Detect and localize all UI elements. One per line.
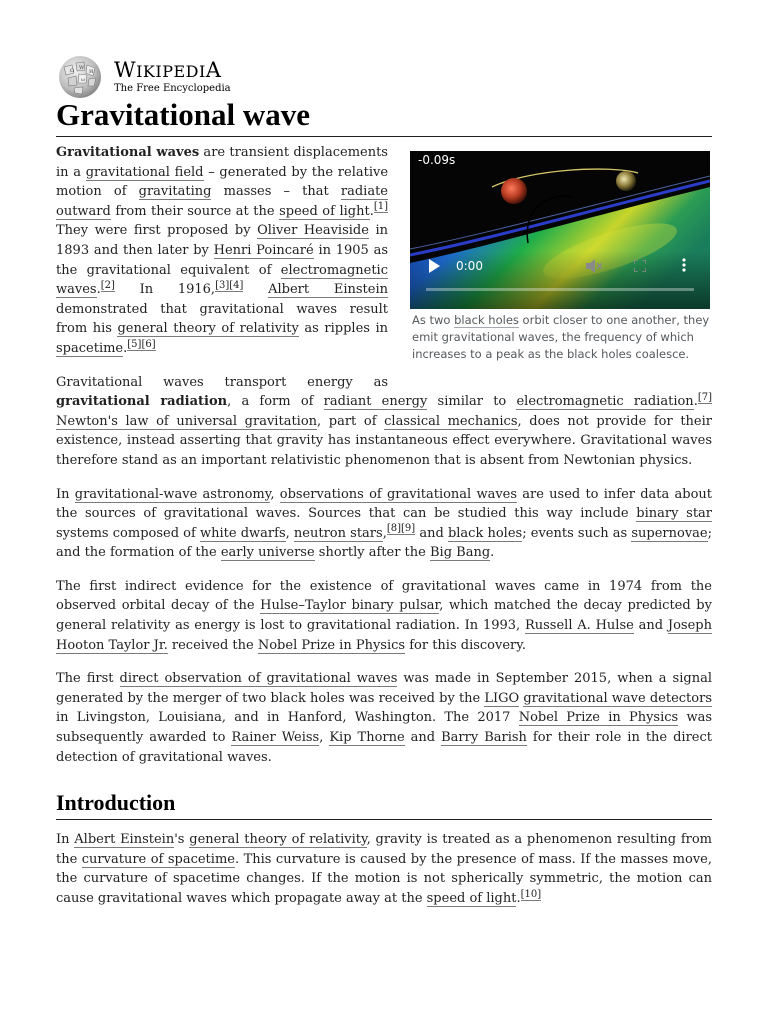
link-gravitating[interactable]: gravitating xyxy=(138,184,212,200)
link-white-dwarfs[interactable]: white dwarfs xyxy=(199,525,286,541)
link-radiate-outward[interactable]: radiate outward xyxy=(56,184,388,219)
link-nobel-prize-physics[interactable]: Nobel Prize in Physics xyxy=(257,637,406,653)
link-speed-of-light-2[interactable]: speed of light xyxy=(426,891,517,906)
paragraph-lead-3: In gravitational-wave astronomy, observations of gravitational waves are used to infer data about the sources of gravitational waves. Sources that can be studied this way include binary star systems composed of white dwarfs, neutron stars,[8][9] and black holes; events such as supernovae; and the formation of the early universe shortly after the Big Bang. xyxy=(56,486,713,561)
link-early-universe[interactable]: early universe xyxy=(220,545,315,561)
link-nobel-prize-physics-2[interactable]: Nobel Prize in Physics xyxy=(518,710,679,726)
page-title: Gravitational wave xyxy=(56,96,712,137)
video-figure xyxy=(410,151,712,363)
video-progress-bar[interactable] xyxy=(426,288,694,291)
link-supernovae[interactable]: supernovae xyxy=(631,525,708,541)
svg-text:И: И xyxy=(89,69,94,75)
ref-3[interactable]: [3] xyxy=(215,279,230,291)
link-curvature-of-spacetime[interactable]: curvature of spacetime xyxy=(81,851,235,867)
link-gravitational-field[interactable]: gravitational field xyxy=(85,164,204,180)
video-timestamp: -0.09s xyxy=(418,153,456,167)
paragraph-lead-1: Gravitational waves are transient displacements in a gravitational field – generated by the relative motion of gravitating masses – that radiate outward from their source at the speed of light.[1] They were first proposed by Oliver Heaviside in 1893 and then later by Henri Poincaré in 1905 as the gravitational equivalent of electromagnetic waves.[2] In 1916,[3][4] Albert Einstein demonstrated that gravitational waves result from his general theory of relativity as ripples in spacetime.[5][6] xyxy=(56,145,389,356)
paragraph-lead-2: Gravitational waves transport energy as gravitational radiation, a form of radiant energy similar to electromagnetic radiation.[7] Newton's law of universal gravitation, part of classical mechanics, does not provide for their existence, instead asserting that gravity has instantaneous effect everywhere. Gravitational waves therefore stand as an important relativistic phenomenon that is absent from Newtonian physics. xyxy=(56,374,712,468)
link-joseph-taylor[interactable]: Joseph Hooton Taylor Jr. xyxy=(56,618,712,653)
volume-icon[interactable] xyxy=(586,259,602,273)
link-gravitational-wave-astronomy[interactable]: gravitational-wave astronomy xyxy=(74,486,271,502)
link-classical-mechanics[interactable]: classical mechanics xyxy=(384,413,518,429)
link-observations-of-gravitational-waves[interactable]: observations of gravitational waves xyxy=(279,486,518,502)
fullscreen-icon[interactable] xyxy=(634,260,646,272)
link-direct-observation[interactable]: direct observation of gravitational waves xyxy=(119,671,398,687)
video-controls xyxy=(410,251,710,309)
link-black-holes-2[interactable]: black holes xyxy=(447,525,523,541)
link-electromagnetic-radiation[interactable]: electromagnetic radiation xyxy=(516,394,694,410)
link-russell-hulse[interactable]: Russell A. Hulse xyxy=(524,618,634,634)
link-barry-barish[interactable]: Barry Barish xyxy=(441,730,527,746)
wordmark[interactable] xyxy=(114,59,231,95)
paragraph-lead-4: The first indirect evidence for the existence of gravitational waves came in 1974 from the observed orbital decay of the Hulse–Taylor binary pulsar, which matched the decay predicted by general relativity as energy is lost to gravitational radiation. In 1993, Russell A. Hulse and Joseph Hooton Taylor Jr. received the Nobel Prize in Physics for this discovery. xyxy=(56,578,712,653)
svg-text:Ω: Ω xyxy=(70,68,75,74)
link-ligo[interactable]: LIGO xyxy=(484,690,520,706)
link-spacetime[interactable]: spacetime xyxy=(56,340,124,356)
paragraph-lead-5: The first direct observation of gravitational waves was made in September 2015, when a signal generated by the merger of two black holes was received by the LIGO gravitational wave detectors in Livingston, Louisiana, and in Hanford, Washington. The 2017 Nobel Prize in Physics was subsequently awarded to Rainer Weiss, Kip Thorne and Barry Barish for their role in the direct detection of gravitational waves. xyxy=(56,671,712,765)
ref-5[interactable]: [5] xyxy=(127,338,142,350)
svg-text:W: W xyxy=(79,65,85,71)
article-body xyxy=(56,143,712,923)
link-newtons-law[interactable]: Newton's law of universal gravitation xyxy=(56,413,318,429)
link-albert-einstein-2[interactable]: Albert Einstein xyxy=(74,832,175,848)
link-big-bang[interactable]: Big Bang xyxy=(429,545,491,561)
video-current-time: 0:00 xyxy=(456,259,483,273)
ref-10[interactable]: [10] xyxy=(520,888,542,900)
video-caption: As two black holes orbit closer to one another, they emit gravitational waves, the frequency of which increases to a peak as the black holes coalesce. xyxy=(412,313,710,361)
link-oliver-heaviside[interactable]: Oliver Heaviside xyxy=(257,223,369,239)
link-hulse-taylor-binary-pulsar[interactable]: Hulse–Taylor binary pulsar xyxy=(260,598,440,614)
svg-text:ω: ω xyxy=(81,77,86,83)
link-speed-of-light[interactable]: speed of light xyxy=(279,203,370,219)
link-albert-einstein[interactable]: Albert Einstein xyxy=(268,282,388,298)
play-icon[interactable] xyxy=(428,259,440,273)
video-player[interactable] xyxy=(410,151,710,309)
link-gravitational-wave-detectors[interactable]: gravitational wave detectors xyxy=(523,690,712,706)
ref-8[interactable]: [8] xyxy=(386,523,401,535)
link-radiant-energy[interactable]: radiant energy xyxy=(323,394,428,410)
paragraph-introduction-1: In Albert Einstein's general theory of relativity, gravity is treated as a phenomenon resulting from the curvature of spacetime. This curvature is caused by the presence of mass. If the masses move, the curvature of spacetime changes. If the motion is not spherically symmetric, the motion can cause gravitational waves which propagate away at the speed of light.[10] xyxy=(56,832,712,906)
ref-6[interactable]: [6] xyxy=(141,338,156,350)
section-heading-introduction: Introduction xyxy=(56,789,712,820)
wordmark-tagline: The Free Encyclopedia xyxy=(114,83,231,94)
wikipedia-globe-icon[interactable] xyxy=(56,55,104,99)
link-general-theory-of-relativity-2[interactable]: general theory of relativity xyxy=(189,832,367,848)
more-options-icon[interactable] xyxy=(682,258,686,272)
ref-9[interactable]: [9] xyxy=(401,523,416,535)
link-henri-poincare[interactable]: Henri Poincaré xyxy=(213,242,314,258)
ref-7[interactable]: [7] xyxy=(697,391,712,403)
ref-2[interactable]: [2] xyxy=(100,279,115,291)
link-electromagnetic-waves[interactable]: electromagnetic waves xyxy=(56,262,388,298)
link-rainer-weiss[interactable]: Rainer Weiss xyxy=(231,730,320,746)
link-binary-star[interactable]: binary star xyxy=(636,506,713,522)
ref-4[interactable]: [4] xyxy=(229,279,244,291)
link-general-theory-of-relativity[interactable]: general theory of relativity xyxy=(117,321,299,337)
link-neutron-stars[interactable]: neutron stars xyxy=(293,525,383,541)
site-header xyxy=(56,55,231,99)
link-black-holes[interactable]: black holes xyxy=(454,313,519,327)
wordmark-title: WIKIPEDIA xyxy=(114,58,222,82)
ref-1[interactable]: [1] xyxy=(373,201,388,213)
link-kip-thorne[interactable]: Kip Thorne xyxy=(329,730,405,746)
